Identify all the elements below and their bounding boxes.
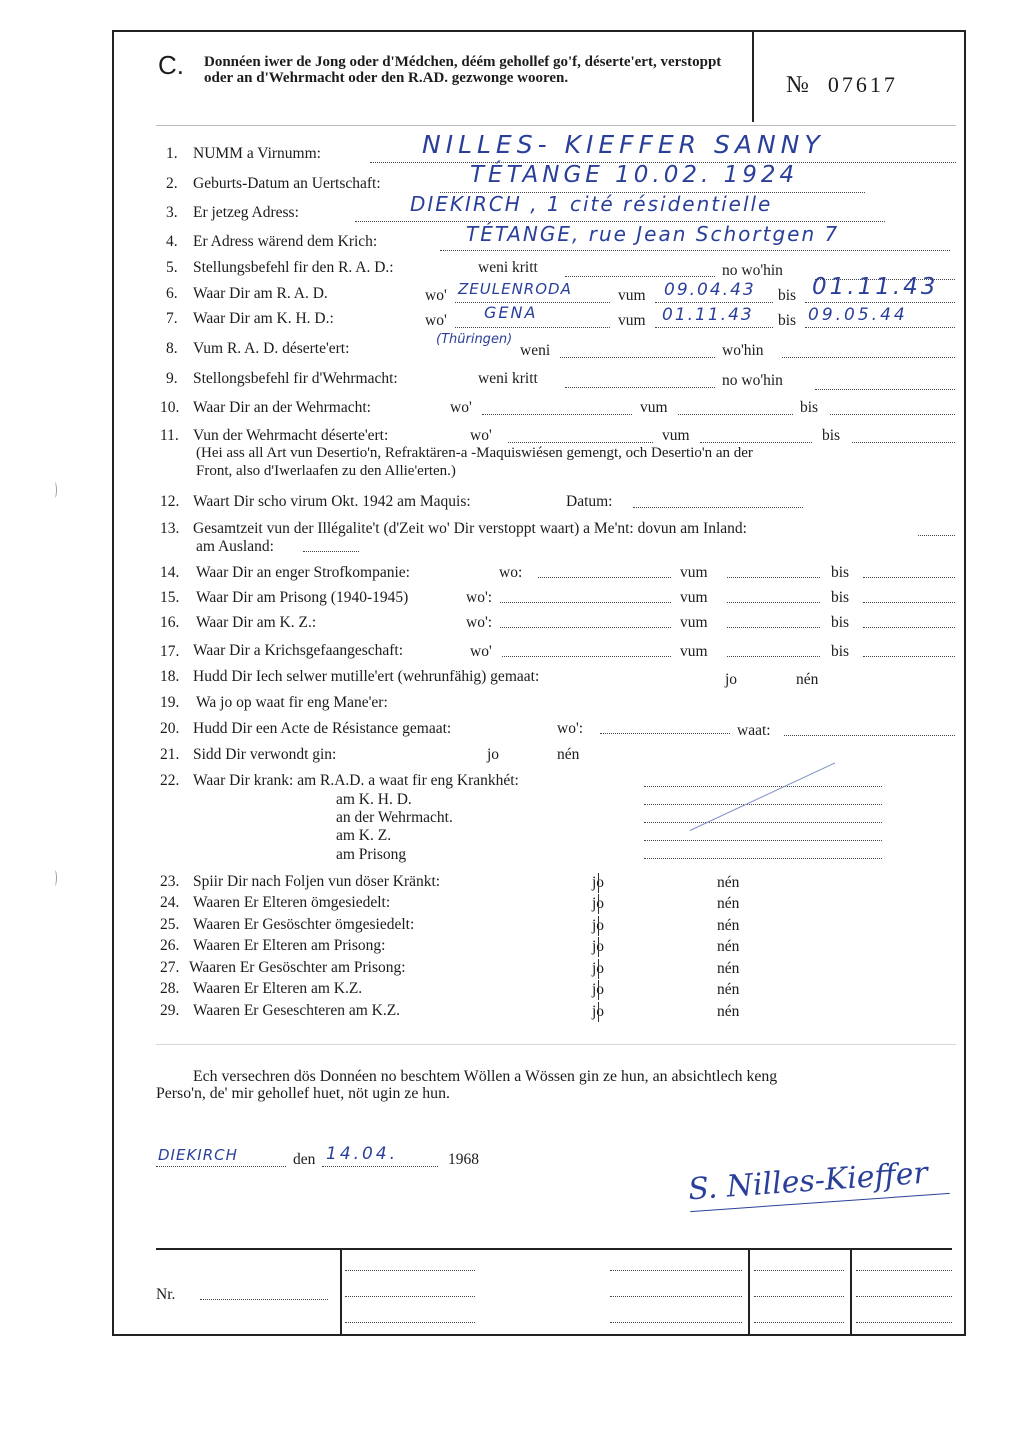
hw-region: (Thüringen) (436, 332, 513, 347)
option-nen: nén (717, 981, 740, 998)
label-sick-khd: am K. H. D. (336, 791, 412, 808)
item-number: 12. (160, 493, 180, 510)
label-bis: bis (822, 427, 841, 444)
office-box-divider (850, 1250, 852, 1334)
field-line (560, 357, 715, 358)
item-number: 27. (160, 959, 180, 976)
item-number: 20. (160, 720, 180, 737)
number-symbol: № (786, 72, 812, 98)
field-line (508, 442, 653, 443)
label-bis: bis (778, 287, 797, 304)
item-number: 5. (166, 259, 178, 276)
item-number: 4. (166, 233, 178, 250)
label-strofkompanie: Waar Dir an enger Strofkompanie: (196, 564, 410, 581)
hw-address: DIEKIRCH , 1 cité résidentielle (410, 192, 773, 216)
item-number: 16. (160, 614, 180, 631)
label-bis: bis (831, 643, 850, 660)
field-line (565, 276, 715, 277)
label-parents-kz: Waaren Er Elteren am K.Z. (193, 980, 363, 997)
label-wounded: Sidd Dir verwondt gin: (193, 746, 337, 763)
check-mark (598, 894, 599, 914)
check-mark (598, 1002, 599, 1022)
field-line (200, 1299, 328, 1300)
label-bis: bis (831, 589, 850, 606)
label-bis: bis (831, 614, 850, 631)
field-line (754, 1270, 844, 1271)
field-line (600, 733, 730, 734)
field-line (500, 602, 671, 603)
label-mutilated: Hudd Dir Iech selwer mutille'ert (wehrunfähig) gemaat: (193, 668, 540, 685)
hw-rad-to: 01.11.43 (812, 274, 939, 300)
label-sick-prisong: am Prisong (336, 846, 407, 863)
field-line (644, 840, 882, 841)
item-number: 13. (160, 520, 180, 537)
label-bis: bis (778, 312, 797, 329)
check-mark (598, 873, 599, 893)
item-number: 24. (160, 894, 180, 911)
option-jo: jo (592, 917, 605, 934)
label-bis: bis (831, 564, 850, 581)
label-kz: Waar Dir am K. Z.: (196, 614, 317, 631)
label-wohin: wo'hin (722, 342, 764, 359)
label-siblings-prison: Waaren Er Gesöschter am Prisong: (189, 959, 406, 976)
field-line (455, 327, 610, 328)
option-jo: jo (725, 671, 738, 688)
field-line (303, 551, 359, 552)
label-wehrmacht-order: Stellongsbefehl fir d'Wehrmacht: (193, 370, 398, 387)
item-number: 21. (160, 746, 180, 763)
check-mark (598, 980, 599, 1000)
option-nen: nén (717, 938, 740, 955)
label-siblings-resettled: Waaren Er Gesöschter ömgesiedelt: (193, 916, 415, 933)
field-line (610, 1296, 742, 1297)
check-mark (598, 937, 599, 957)
field-line (784, 735, 955, 736)
label-vum: vum (640, 399, 668, 416)
hw-khd-from: 01.11.43 (662, 305, 754, 325)
label-wo: wo' (425, 287, 447, 304)
item-number: 9. (166, 370, 178, 387)
item-number: 26. (160, 937, 180, 954)
label-waat: waat: (737, 722, 771, 739)
option-nen: nén (796, 671, 819, 688)
field-line (655, 327, 773, 328)
hw-khd-to: 09.05.44 (808, 305, 908, 325)
field-line (345, 1322, 475, 1323)
label-vum: vum (662, 427, 690, 444)
label-no-wohin: no wo'hin (722, 262, 783, 279)
field-line (655, 302, 773, 303)
hw-birth: TÉTANGE 10.02. 1924 (470, 162, 799, 188)
declaration-line-2: Perso'n, de' mir gehollef huet, nöt ugin ze hun. (156, 1085, 450, 1102)
field-line (610, 1322, 742, 1323)
label-wo: wo' (450, 399, 472, 416)
field-line (856, 1322, 952, 1323)
option-jo: jo (592, 874, 605, 891)
item-number: 19. (160, 694, 180, 711)
field-line (644, 858, 882, 859)
label-how: Wa jo op waat fir eng Mane'er: (196, 694, 388, 711)
label-khd: Waar Dir am K. H. D.: (193, 310, 334, 327)
item-number: 14. (160, 564, 180, 581)
item-number: 1. (166, 145, 178, 162)
label-parents-prison: Waaren Er Elteren am Prisong: (193, 937, 386, 954)
label-name: NUMM a Virnumm: (193, 145, 321, 162)
field-line-war-address (440, 250, 950, 251)
office-box-rule (156, 1248, 952, 1250)
item-number: 6. (166, 285, 178, 302)
label-war-address: Er Adress wärend dem Krich: (193, 233, 378, 250)
item-number: 2. (166, 175, 178, 192)
field-line (502, 656, 671, 657)
label-nr: Nr. (156, 1286, 176, 1303)
label-weni: weni (520, 342, 551, 359)
label-illegality: Gesamtzeit vun der Illégalite't (d'Zeit wo' Dir verstoppt waart) a Me'nt: dovun am Inland: (193, 520, 747, 537)
header-rule (156, 125, 956, 126)
field-line (610, 1270, 742, 1271)
label-vum: vum (680, 564, 708, 581)
field-line (805, 327, 955, 328)
label-wehrmacht-desert: Vun der Wehrmacht déserte'ert: (193, 427, 389, 444)
label-resistance: Hudd Dir een Acte de Résistance gemaat: (193, 720, 452, 737)
field-line (918, 535, 955, 536)
item-number: 22. (160, 772, 180, 789)
hw-place: DIEKIRCH (158, 1146, 238, 1164)
office-box-divider (340, 1250, 342, 1334)
field-line (345, 1296, 475, 1297)
item-number: 11. (160, 427, 179, 444)
hw-name: NILLES- KIEFFER SANNY (422, 130, 825, 159)
field-line (856, 1270, 952, 1271)
label-rad: Waar Dir am R. A. D. (193, 285, 328, 302)
signature: S. Nilles-Kieffer (687, 1155, 929, 1208)
option-jo: jo (592, 938, 605, 955)
label-consequences: Spiir Dir nach Foljen vun döser Kränkt: (193, 873, 441, 890)
option-jo: jo (592, 960, 605, 977)
field-line (565, 387, 715, 388)
field-line (805, 302, 955, 303)
label-sick: Waar Dir krank: am R.A.D. a waat fir eng Krankhét: (193, 772, 519, 789)
check-mark (598, 916, 599, 936)
field-line (644, 822, 882, 823)
label-weni-kritt: weni kritt (478, 259, 538, 276)
option-nen: nén (557, 746, 580, 763)
field-line (700, 442, 812, 443)
option-jo: jo (487, 746, 500, 763)
field-line (727, 602, 820, 603)
label-vum: vum (680, 643, 708, 660)
option-nen: nén (717, 917, 740, 934)
label-no-wohin: no wo'hin (722, 372, 783, 389)
label-pow: Waar Dir a Krichsgefaangeschaft: (193, 642, 404, 659)
check-mark (598, 959, 599, 979)
item-number: 15. (160, 589, 180, 606)
label-siblings-kz: Waaren Er Geseschteren am K.Z. (193, 1002, 401, 1019)
field-line (863, 627, 955, 628)
option-nen: nén (717, 874, 740, 891)
option-nen: nén (717, 1003, 740, 1020)
field-line (830, 414, 955, 415)
item-number: 28. (160, 980, 180, 997)
hw-date: 14.04. (326, 1144, 399, 1164)
field-line (815, 389, 955, 390)
label-parents-resettled: Waaren Er Elteren ömgesiedelt: (193, 894, 391, 911)
field-line (538, 577, 671, 578)
field-line (482, 414, 632, 415)
label-wo: wo' (470, 643, 492, 660)
item-number: 3. (166, 204, 178, 221)
option-nen: nén (717, 895, 740, 912)
label-den: den (293, 1151, 316, 1168)
item-number: 17. (160, 643, 180, 660)
section-letter: C. (158, 50, 184, 80)
field-line (644, 786, 882, 787)
hw-war-address: TÉTANGE, rue Jean Schortgen 7 (466, 222, 840, 246)
field-line (633, 507, 803, 508)
item-number: 23. (160, 873, 180, 890)
section-rule (156, 1044, 956, 1045)
field-line (863, 602, 955, 603)
field-line (644, 804, 882, 805)
declaration-line-1: Ech versechren dös Donnéen no beschtem Wöllen a Wössen gin ze hun, an absichtlech keng (193, 1068, 778, 1085)
label-wo: wo' (470, 427, 492, 444)
label-address: Er jetzeg Adress: (193, 204, 299, 221)
note-desertion-1: (Hei ass all Art vun Desertio'n, Refraktären-a -Maquiswiésen gemengt, och Desertio'n an der (196, 445, 753, 461)
label-rad-order: Stellungsbefehl fir den R. A. D.: (193, 259, 394, 276)
binder-hole-mark (52, 482, 57, 498)
label-rad-desert: Vum R. A. D. déserte'ert: (193, 340, 350, 357)
label-bis: bis (800, 399, 819, 416)
item-number: 25. (160, 916, 180, 933)
field-line (754, 1296, 844, 1297)
label-wo: wo: (499, 564, 523, 581)
field-line (727, 577, 820, 578)
field-line (863, 577, 955, 578)
form-number (786, 72, 898, 99)
item-number: 29. (160, 1002, 180, 1019)
label-vum: vum (618, 312, 646, 329)
label-wo: wo': (466, 614, 493, 631)
option-jo: jo (592, 981, 605, 998)
field-line (754, 1322, 844, 1323)
label-wo: wo': (557, 720, 584, 737)
field-line (727, 656, 820, 657)
item-number: 10. (160, 399, 180, 416)
label-weni-kritt: weni kritt (478, 370, 538, 387)
number-value: 07617 (827, 72, 898, 97)
label-vum: vum (680, 589, 708, 606)
item-number: 8. (166, 340, 178, 357)
binder-hole-mark (52, 870, 57, 886)
option-nen: nén (717, 960, 740, 977)
form-title: Donnéen iwer de Jong oder d'Médchen, déém gehollef go'f, déserte'ert, verstoppt oder an d'Wehrmacht oder den R.AD. gezwonge wooren. (204, 54, 722, 86)
label-sick-kz: am K. Z. (336, 827, 392, 844)
field-line (856, 1296, 952, 1297)
label-sick-wehrmacht: an der Wehrmacht. (336, 809, 453, 826)
field-line-place (156, 1166, 286, 1167)
label-datum: Datum: (566, 493, 613, 510)
note-desertion-2: Front, also d'Iwerlaafen zu den Allie'erten.) (196, 463, 456, 479)
label-vum: vum (618, 287, 646, 304)
field-line (500, 627, 671, 628)
field-line (345, 1270, 475, 1271)
field-line (727, 627, 820, 628)
office-box-divider (748, 1250, 750, 1334)
label-wo: wo' (425, 312, 447, 329)
hw-khd-where: GENA (484, 303, 538, 322)
option-jo: jo (592, 895, 605, 912)
item-number: 7. (166, 310, 178, 327)
field-line (863, 656, 955, 657)
field-line-date (322, 1166, 438, 1167)
label-prisong: Waar Dir am Prisong (1940-1945) (196, 589, 409, 606)
label-vum: vum (680, 614, 708, 631)
field-line (852, 442, 955, 443)
item-number: 18. (160, 668, 180, 685)
option-jo: jo (592, 1003, 605, 1020)
field-line (782, 357, 955, 358)
header-divider (752, 32, 754, 122)
hw-rad-where: ZEULENRODA (458, 280, 572, 298)
label-maquis: Waart Dir scho virum Okt. 1942 am Maquis: (193, 493, 471, 510)
label-wo: wo': (466, 589, 493, 606)
field-line (678, 414, 793, 415)
label-birth: Geburts-Datum an Uertschaft: (193, 175, 381, 192)
label-wehrmacht: Waar Dir an der Wehrmacht: (193, 399, 371, 416)
label-year: 1968 (448, 1151, 479, 1168)
label-abroad: am Ausland: (196, 538, 274, 555)
hw-rad-from: 09.04.43 (664, 280, 756, 300)
